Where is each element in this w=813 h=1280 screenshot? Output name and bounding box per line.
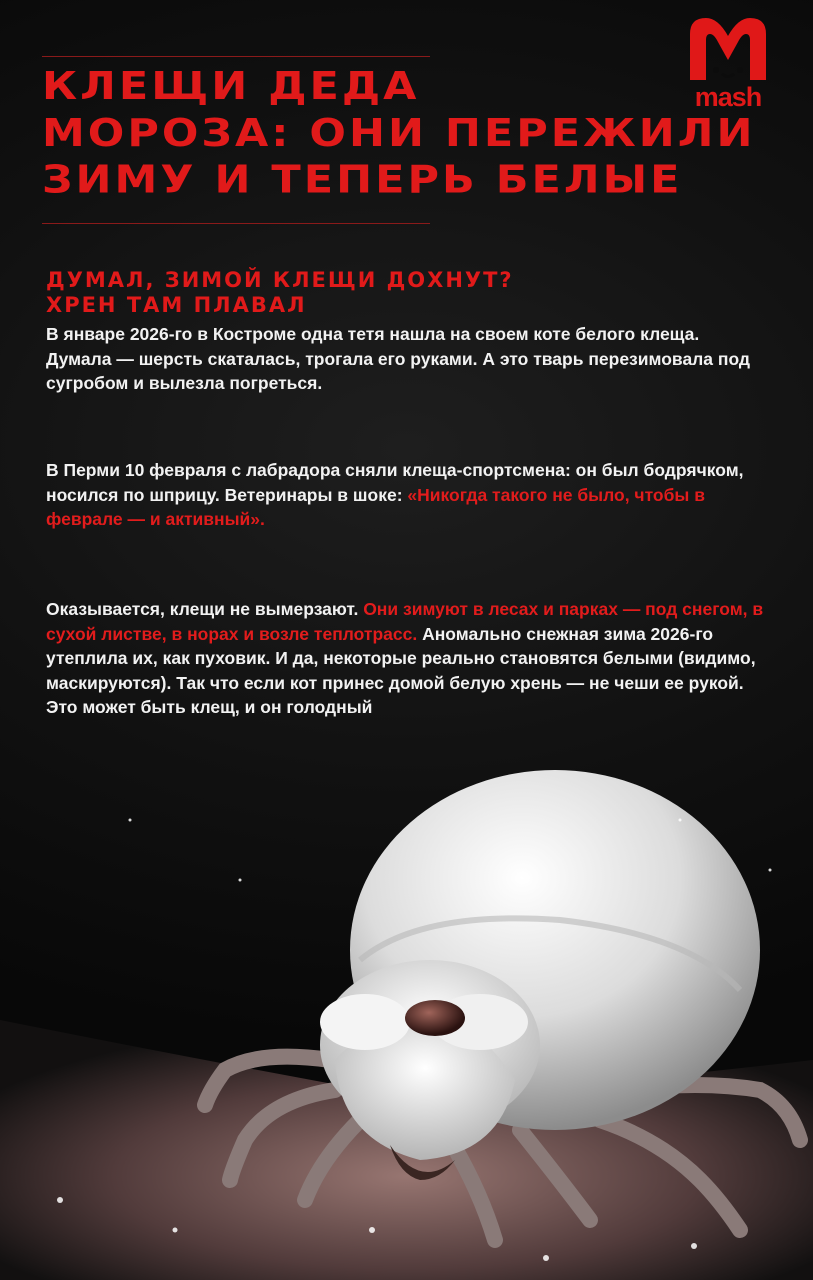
mash-logo — [686, 16, 770, 112]
paragraph-overwintering — [46, 597, 766, 720]
headline-line-3: ЗИМУ И ТЕПЕРЬ БЕЛЫЕ — [42, 158, 683, 203]
subheading-line-1: ДУМАЛ, ЗИМОЙ КЛЕЩИ ДОХНУТ? — [46, 268, 514, 292]
paragraph-highlight: Они зимуют в лесах и парках — под снегом, в сухой листве, в норах и возле теплотрасс. — [46, 599, 764, 644]
subheading — [46, 268, 514, 318]
mash-m-icon — [686, 16, 770, 82]
paragraph-rest: Аномально снежная зима 2026-го утеплила их, как пуховик. И да, некоторые реально становятся белыми (видимо, маскируются). Так что если кот принес домой белую хрень — не чеши ее рукой. Это может быть клещ, и он голодный — [46, 623, 756, 717]
paragraph-perm-text: В Перми 10 февраля с лабрадора сняли клеща-спортсмена: он был бодрячком, носился по шприцу. Ветеринары в шоке: — [46, 460, 744, 505]
top-divider — [42, 56, 430, 57]
tick-illustration — [0, 760, 813, 1280]
tick-eye — [405, 1000, 465, 1036]
bottom-divider — [42, 223, 430, 224]
paragraph-intro: Оказывается, клещи не вымерзают. — [46, 599, 364, 619]
paragraph-perm — [46, 458, 766, 532]
subheading-line-2: ХРЕН ТАМ ПЛАВАЛ — [46, 293, 307, 317]
logo-wordmark: mash — [694, 82, 762, 112]
mustache-left — [320, 994, 410, 1050]
headline-line-2: МОРОЗА: ОНИ ПЕРЕЖИЛИ — [42, 111, 756, 156]
vet-quote: «Никогда такого не было, чтобы в феврале — и активный». — [46, 484, 705, 529]
paragraph-kostroma: В январе 2026-го в Костроме одна тетя нашла на своем коте белого клеща. Думала — шерсть скаталась, трогала его руками. А это тварь перезимовала под сугробом и вылезла погреться. — [46, 324, 751, 393]
headline-line-1: КЛЕЩИ ДЕДА — [42, 64, 420, 109]
